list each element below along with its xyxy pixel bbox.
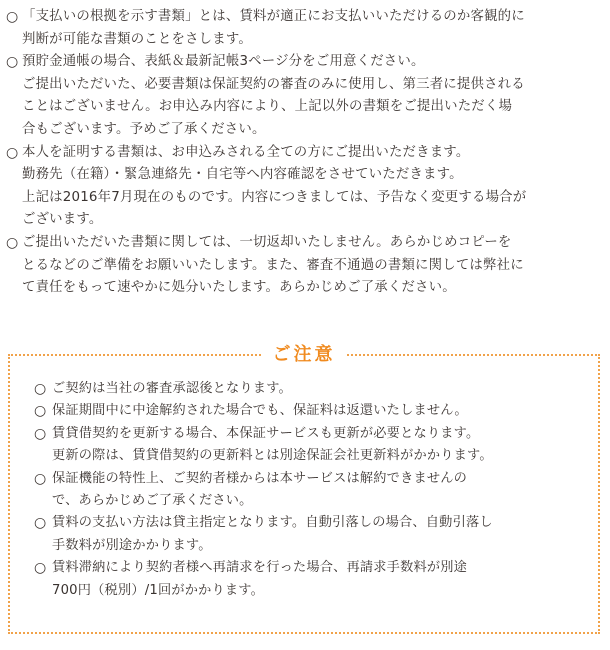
caution-line: 更新の際は、賃貸借契約の更新料とは別途保証会社更新料がかかります。 (52, 448, 493, 464)
caution-item (34, 512, 594, 557)
caution-line: 賃料滞納により契約者様へ再請求を行った場合、再請求手数料が別途 (52, 560, 468, 576)
note-line: 上記は2016年7月現在のものです。内容につきましては、予告なく変更する場合が (22, 189, 527, 205)
caution-item (34, 468, 594, 513)
caution-item (34, 378, 594, 400)
note-line: 「支払いの根拠を示す書類」とは、賃料が適正にお支払いいただけるのか客観的に (22, 9, 525, 24)
caution-text (52, 423, 594, 468)
caution-item (34, 423, 594, 468)
caution-line: 保証機能の特性上、ご契約者様からは本サービスは解約できませんの (52, 470, 468, 486)
circle-bullet-icon: ○ (34, 425, 47, 442)
circle-bullet-icon: ○ (34, 381, 47, 397)
note-item (6, 232, 606, 300)
note-text (22, 51, 606, 141)
circle-bullet-icon: ○ (34, 515, 47, 532)
note-line: ご提出いただいた、必要書類は保証契約の審査のみに使用し、第三者に提供される (22, 76, 525, 92)
caution-line: で、あらかじめご了承ください。 (52, 493, 253, 509)
caution-text (52, 557, 594, 602)
note-line: ことはございません。お申込み内容により、上記以外の書類をご提出いただく場 (22, 99, 513, 115)
note-line: 勤務先（在籍）・緊急連絡先・自宅等へ内容確認をさせていただきます。 (22, 167, 463, 183)
note-item (6, 51, 606, 141)
caution-list (34, 378, 594, 602)
caution-text (52, 468, 594, 513)
caution-text (52, 512, 594, 557)
caution-box (8, 344, 600, 634)
note-line: 預貯金通帳の場合、表紙＆最新記帳3ページ分をご用意ください。 (22, 54, 425, 70)
note-item (6, 142, 606, 232)
caution-line: 賃料の支払い方法は貸主指定となります。自動引落しの場合、自動引落し (52, 515, 493, 531)
caution-line: 700円（税別）/1回がかかります。 (52, 582, 264, 598)
note-line: 判断が可能な書類のことをさします。 (22, 31, 252, 47)
circle-bullet-icon: ○ (34, 470, 47, 487)
caution-line: 手数料が別途かかります。 (52, 537, 212, 553)
caution-line: ご契約は当社の審査承認後となります。 (52, 381, 292, 396)
note-item (6, 6, 606, 51)
note-line: 合もございます。予めご了承ください。 (22, 121, 266, 137)
caution-line: 保証期間中に中途解約された場合でも、保証料は返還いたしません。 (52, 403, 468, 419)
note-text (22, 232, 606, 300)
note-text (22, 142, 606, 232)
note-line: ございます。 (22, 212, 103, 228)
caution-text (52, 400, 594, 422)
caution-item (34, 557, 594, 602)
note-text (22, 6, 606, 51)
note-line: とるなどのご準備をお願いいたします。また、審査不通過の書類に関しては弊社に (22, 257, 524, 273)
note-line: 本人を証明する書類は、お申込みされる全ての方にご提出いただきます。 (22, 144, 470, 160)
caution-title: ご注意 (263, 342, 346, 368)
caution-text (52, 378, 594, 400)
caution-item (34, 400, 594, 422)
circle-bullet-icon: ○ (34, 403, 47, 420)
circle-bullet-icon: ○ (6, 54, 19, 71)
notes-list (6, 6, 606, 300)
note-line: ご提出いただいた書類に関しては、一切返却いたしません。あらかじめコピーを (22, 234, 512, 250)
caution-line: 賃貸借契約を更新する場合、本保証サービスも更新が必要となります。 (52, 425, 480, 441)
circle-bullet-icon: ○ (6, 144, 19, 161)
circle-bullet-icon: ○ (6, 234, 19, 251)
circle-bullet-icon: ○ (34, 560, 47, 577)
circle-bullet-icon: ○ (6, 9, 19, 25)
note-line: て責任をもって速やかに処分いたします。あらかじめご了承ください。 (22, 280, 456, 296)
